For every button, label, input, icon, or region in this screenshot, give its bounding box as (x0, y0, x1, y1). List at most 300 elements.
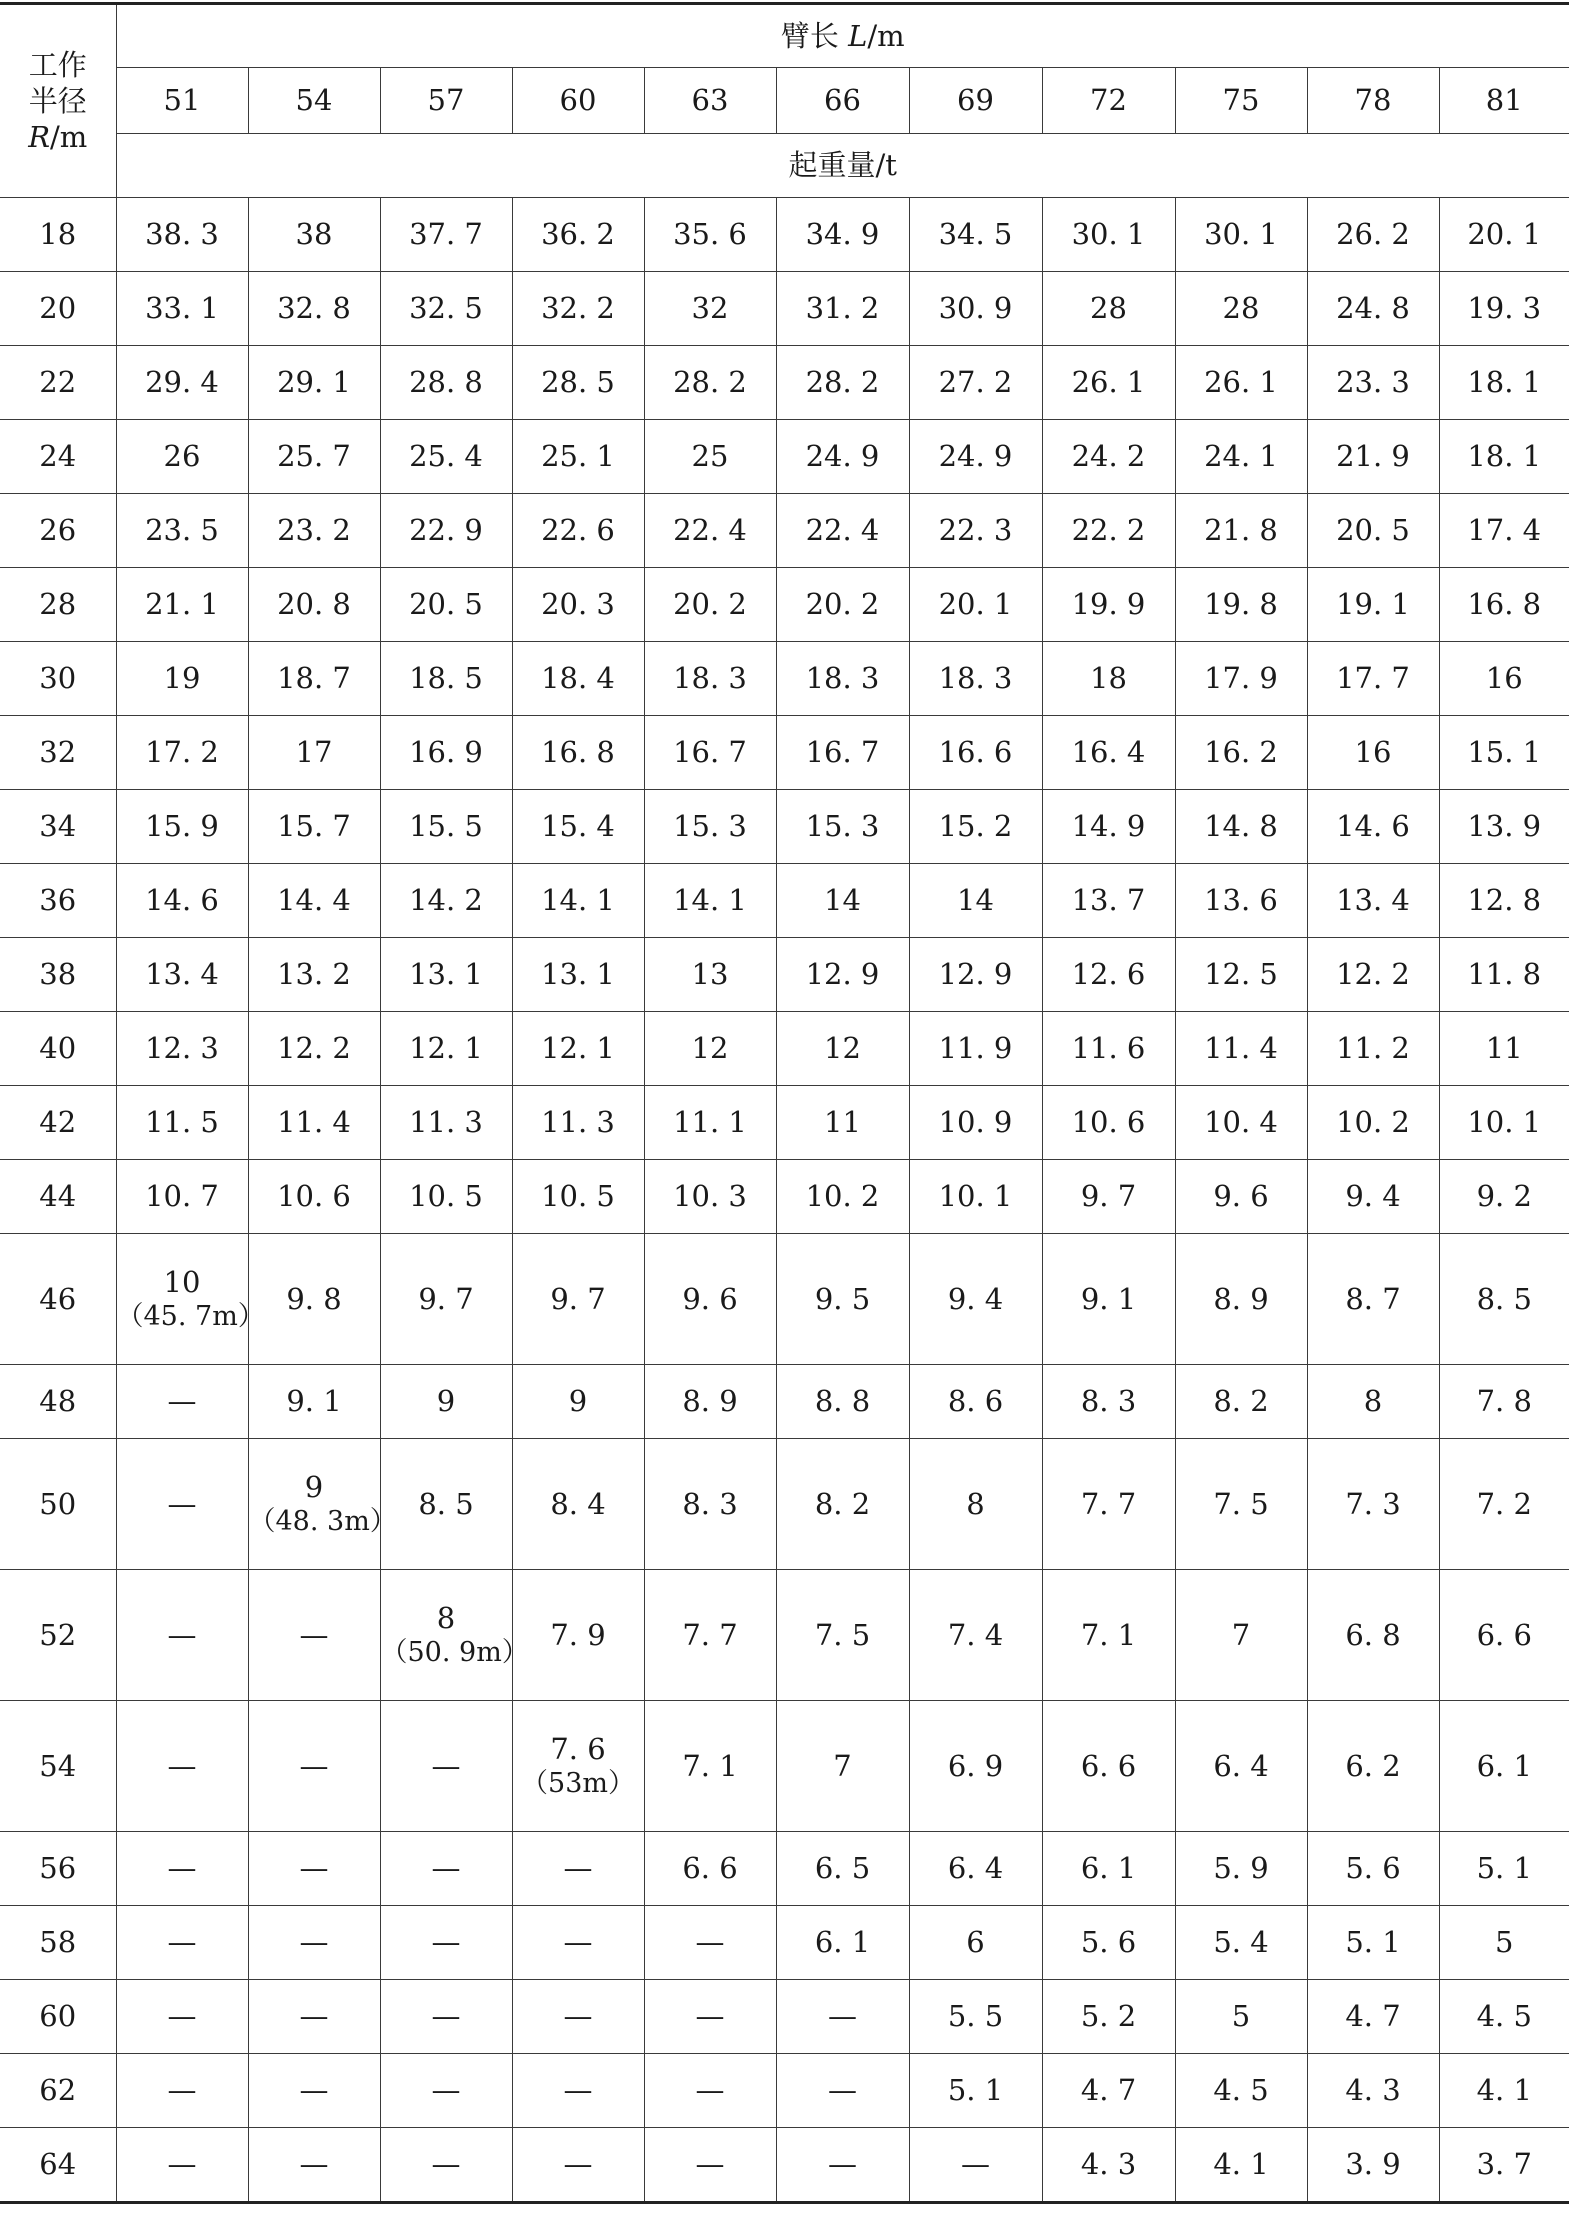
table-row (0, 1980, 1569, 2054)
capacity-cell: 9. 6 (1175, 1160, 1307, 1234)
working-radius-cell: 38 (0, 938, 116, 1012)
capacity-cell: 9. 7 (1042, 1160, 1175, 1234)
capacity-cell: 17. 4 (1439, 494, 1569, 568)
capacity-cell: 19. 3 (1439, 272, 1569, 346)
capacity-cell: 14. 1 (644, 864, 776, 938)
table-row (0, 938, 1569, 1012)
capacity-cell: 10. 5 (380, 1160, 512, 1234)
capacity-cell: 7. 1 (644, 1701, 776, 1832)
working-radius-cell: 54 (0, 1701, 116, 1832)
capacity-cell: 8. 9 (1175, 1234, 1307, 1365)
capacity-cell: 15. 9 (116, 790, 248, 864)
capacity-cell: 12. 9 (776, 938, 909, 1012)
capacity-cell: 14 (776, 864, 909, 938)
boom-length-column-header: 81 (1439, 68, 1569, 134)
capacity-cell: 8. 4 (512, 1439, 644, 1570)
max-radius-note: （53m） (521, 1768, 635, 1800)
capacity-cell: 7. 7 (644, 1570, 776, 1701)
capacity-cell: 35. 6 (644, 198, 776, 272)
working-radius-cell: 62 (0, 2054, 116, 2128)
working-radius-cell: 22 (0, 346, 116, 420)
capacity-cell: 5. 6 (1042, 1906, 1175, 1980)
boom-length-column-header: 57 (380, 68, 512, 134)
capacity-cell: — (116, 2128, 248, 2203)
capacity-cell: 16 (1439, 642, 1569, 716)
capacity-cell: 30. 1 (1175, 198, 1307, 272)
capacity-cell: — (644, 1980, 776, 2054)
capacity-cell: — (116, 1570, 248, 1701)
capacity-cell: 13. 4 (116, 938, 248, 1012)
stub-symbol: R (28, 120, 51, 155)
table-row (0, 420, 1569, 494)
table-row (0, 346, 1569, 420)
capacity-cell: 5. 1 (1439, 1832, 1569, 1906)
capacity-cell: — (116, 1439, 248, 1570)
capacity-cell: 22. 2 (1042, 494, 1175, 568)
capacity-cell: 5. 2 (1042, 1980, 1175, 2054)
capacity-cell: 29. 4 (116, 346, 248, 420)
capacity-cell: 13 (644, 938, 776, 1012)
capacity-cell: 22. 6 (512, 494, 644, 568)
capacity-cell: — (512, 2128, 644, 2203)
capacity-cell: 4. 5 (1439, 1980, 1569, 2054)
capacity-cell: 7 (1175, 1570, 1307, 1701)
capacity-cell: 4. 1 (1175, 2128, 1307, 2203)
capacity-cell: 34. 9 (776, 198, 909, 272)
capacity-cell: 18. 5 (380, 642, 512, 716)
capacity-cell: 28. 8 (380, 346, 512, 420)
capacity-cell: — (776, 1980, 909, 2054)
capacity-cell: 17. 9 (1175, 642, 1307, 716)
capacity-cell: 8. 8 (776, 1365, 909, 1439)
capacity-cell: 12. 1 (380, 1012, 512, 1086)
capacity-cell: 15. 3 (644, 790, 776, 864)
capacity-cell: 6. 1 (776, 1906, 909, 1980)
capacity-cell: 16. 7 (644, 716, 776, 790)
capacity-cell: — (116, 1980, 248, 2054)
table-body (0, 198, 1569, 2203)
stub-line-1: 工作 (28, 47, 87, 82)
capacity-cell: 32. 8 (248, 272, 380, 346)
capacity-cell: 8 (909, 1439, 1042, 1570)
capacity-cell: 13. 2 (248, 938, 380, 1012)
capacity-cell: 17. 7 (1307, 642, 1439, 716)
capacity-cell: 8 (1307, 1365, 1439, 1439)
working-radius-cell: 56 (0, 1832, 116, 1906)
working-radius-cell: 30 (0, 642, 116, 716)
capacity-cell: — (116, 1701, 248, 1832)
capacity-cell: 4. 3 (1307, 2054, 1439, 2128)
capacity-cell: 9. 8 (248, 1234, 380, 1365)
table-row (0, 1701, 1569, 1832)
capacity-cell: 18. 1 (1439, 346, 1569, 420)
capacity-cell: 15. 5 (380, 790, 512, 864)
capacity-cell: 20. 2 (776, 568, 909, 642)
capacity-cell: 18. 1 (1439, 420, 1569, 494)
capacity-cell: 31. 2 (776, 272, 909, 346)
working-radius-cell: 60 (0, 1980, 116, 2054)
capacity-cell: 21. 1 (116, 568, 248, 642)
capacity-cell: — (248, 1570, 380, 1701)
working-radius-cell: 44 (0, 1160, 116, 1234)
capacity-cell: 28. 5 (512, 346, 644, 420)
boom-length-values-row (0, 68, 1569, 134)
capacity-cell: 6. 9 (909, 1701, 1042, 1832)
capacity-cell: 20. 8 (248, 568, 380, 642)
capacity-cell: 19. 1 (1307, 568, 1439, 642)
capacity-cell: 21. 9 (1307, 420, 1439, 494)
capacity-cell: 20. 5 (380, 568, 512, 642)
working-radius-cell: 32 (0, 716, 116, 790)
capacity-cell: 9 (512, 1365, 644, 1439)
capacity-cell: 34. 5 (909, 198, 1042, 272)
capacity-cell: 25. 7 (248, 420, 380, 494)
capacity-cell: 9. 7 (380, 1234, 512, 1365)
capacity-cell: 16. 2 (1175, 716, 1307, 790)
capacity-cell: — (512, 1980, 644, 2054)
capacity-cell: 11. 8 (1439, 938, 1569, 1012)
capacity-cell: 13. 1 (512, 938, 644, 1012)
capacity-cell: 36. 2 (512, 198, 644, 272)
working-radius-cell: 24 (0, 420, 116, 494)
capacity-cell: 20. 2 (644, 568, 776, 642)
capacity-cell: 22. 4 (644, 494, 776, 568)
capacity-cell: — (248, 1701, 380, 1832)
capacity-cell: 32 (644, 272, 776, 346)
capacity-cell: 8. 3 (644, 1439, 776, 1570)
capacity-cell: 20. 3 (512, 568, 644, 642)
capacity-cell: 18 (1042, 642, 1175, 716)
capacity-cell: 28 (1042, 272, 1175, 346)
capacity-cell: 11. 3 (380, 1086, 512, 1160)
capacity-cell: 24. 8 (1307, 272, 1439, 346)
capacity-cell: 5 (1439, 1906, 1569, 1980)
capacity-cell: 11 (1439, 1012, 1569, 1086)
capacity-cell: 19 (116, 642, 248, 716)
boom-length-column-header: 63 (644, 68, 776, 134)
capacity-cell: 9. 5 (776, 1234, 909, 1365)
capacity-cell: 4. 3 (1042, 2128, 1175, 2203)
capacity-cell: 13. 9 (1439, 790, 1569, 864)
capacity-cell: 5. 4 (1175, 1906, 1307, 1980)
capacity-cell: 12. 1 (512, 1012, 644, 1086)
capacity-cell: 20. 5 (1307, 494, 1439, 568)
capacity-cell: — (380, 2054, 512, 2128)
capacity-cell: 13. 1 (380, 938, 512, 1012)
capacity-cell: 10. 2 (776, 1160, 909, 1234)
boom-length-column-header: 69 (909, 68, 1042, 134)
table-row (0, 716, 1569, 790)
capacity-cell: 16 (1307, 716, 1439, 790)
table-row (0, 1234, 1569, 1365)
capacity-cell: — (248, 2128, 380, 2203)
capacity-cell: 22. 9 (380, 494, 512, 568)
capacity-cell: 9. 7 (512, 1234, 644, 1365)
table-row (0, 790, 1569, 864)
capacity-cell: 8. 9 (644, 1365, 776, 1439)
capacity-cell: — (644, 1906, 776, 1980)
capacity-cell: 22. 3 (909, 494, 1042, 568)
capacity-cell: — (116, 1906, 248, 1980)
capacity-cell: 7. 4 (909, 1570, 1042, 1701)
capacity-cell: 14. 8 (1175, 790, 1307, 864)
working-radius-cell: 40 (0, 1012, 116, 1086)
working-radius-cell: 26 (0, 494, 116, 568)
capacity-cell: 15. 2 (909, 790, 1042, 864)
capacity-cell: — (512, 2054, 644, 2128)
capacity-cell: 18. 4 (512, 642, 644, 716)
capacity-cell: 4. 1 (1439, 2054, 1569, 2128)
capacity-cell: 6 (909, 1906, 1042, 1980)
capacity-cell: 5. 5 (909, 1980, 1042, 2054)
capacity-cell: 10. 6 (248, 1160, 380, 1234)
capacity-cell: 17 (248, 716, 380, 790)
capacity-cell: 12. 2 (1307, 938, 1439, 1012)
capacity-cell: 13. 4 (1307, 864, 1439, 938)
capacity-cell: 38 (248, 198, 380, 272)
boom-length-label: 臂长 (780, 18, 849, 53)
capacity-cell: 12. 9 (909, 938, 1042, 1012)
capacity-cell: 16. 8 (512, 716, 644, 790)
capacity-cell: 13. 7 (1042, 864, 1175, 938)
capacity-cell: 37. 7 (380, 198, 512, 272)
stub-unit: /m (50, 120, 88, 155)
capacity-cell: 6. 1 (1042, 1832, 1175, 1906)
capacity-cell (512, 1701, 644, 1832)
capacity-cell: 25. 1 (512, 420, 644, 494)
capacity-cell: — (380, 1701, 512, 1832)
capacity-cell: 30. 1 (1042, 198, 1175, 272)
capacity-cell: 12. 5 (1175, 938, 1307, 1012)
capacity-cell: 14 (909, 864, 1042, 938)
capacity-cell: 32. 2 (512, 272, 644, 346)
working-radius-cell: 28 (0, 568, 116, 642)
capacity-cell: 9. 1 (1042, 1234, 1175, 1365)
capacity-cell: 10. 5 (512, 1160, 644, 1234)
capacity-cell: 7. 9 (512, 1570, 644, 1701)
working-radius-cell: 42 (0, 1086, 116, 1160)
capacity-cell: 7. 2 (1439, 1439, 1569, 1570)
capacity-cell (116, 1234, 265, 1365)
capacity-cell: 7. 5 (776, 1570, 909, 1701)
table-row (0, 1086, 1569, 1160)
capacity-cell: 14. 9 (1042, 790, 1175, 864)
working-radius-cell: 48 (0, 1365, 116, 1439)
boom-length-column-header: 78 (1307, 68, 1439, 134)
capacity-value: 9 (304, 1470, 324, 1504)
capacity-cell: 8. 2 (1175, 1365, 1307, 1439)
capacity-cell: 14. 6 (1307, 790, 1439, 864)
table-row (0, 1012, 1569, 1086)
capacity-cell: 14. 2 (380, 864, 512, 938)
capacity-cell (248, 1439, 397, 1570)
boom-length-column-header: 60 (512, 68, 644, 134)
capacity-cell: 4. 5 (1175, 2054, 1307, 2128)
table-row (0, 494, 1569, 568)
table-row (0, 1365, 1569, 1439)
capacity-cell: 12. 3 (116, 1012, 248, 1086)
capacity-cell: 8. 7 (1307, 1234, 1439, 1365)
capacity-cell: 12. 2 (248, 1012, 380, 1086)
capacity-cell: — (644, 2054, 776, 2128)
capacity-cell: 6. 6 (1042, 1701, 1175, 1832)
capacity-cell: 24. 9 (776, 420, 909, 494)
capacity-cell: 10. 4 (1175, 1086, 1307, 1160)
capacity-cell: 9. 1 (248, 1365, 380, 1439)
capacity-cell: 26. 1 (1175, 346, 1307, 420)
working-radius-cell: 52 (0, 1570, 116, 1701)
capacity-cell: 16. 6 (909, 716, 1042, 790)
capacity-cell: — (380, 1832, 512, 1906)
capacity-cell: — (380, 1906, 512, 1980)
capacity-cell: 12. 6 (1042, 938, 1175, 1012)
capacity-cell: 9. 4 (1307, 1160, 1439, 1234)
working-radius-cell: 20 (0, 272, 116, 346)
max-radius-note: （48. 3m） (248, 1506, 397, 1538)
capacity-cell: 11. 5 (116, 1086, 248, 1160)
capacity-cell: 16. 9 (380, 716, 512, 790)
boom-length-header (116, 4, 1569, 68)
capacity-cell: — (248, 1906, 380, 1980)
working-radius-cell: 36 (0, 864, 116, 938)
boom-length-unit: /m (867, 18, 905, 53)
capacity-cell: 7. 8 (1439, 1365, 1569, 1439)
capacity-cell: — (512, 1906, 644, 1980)
capacity-cell: 10. 1 (1439, 1086, 1569, 1160)
capacity-cell: 10. 6 (1042, 1086, 1175, 1160)
capacity-cell: 11. 3 (512, 1086, 644, 1160)
capacity-cell: 22. 4 (776, 494, 909, 568)
capacity-cell: 11. 4 (1175, 1012, 1307, 1086)
stub-line-2: 半径 (28, 83, 87, 118)
capacity-cell: 12 (644, 1012, 776, 1086)
capacity-cell: 8. 2 (776, 1439, 909, 1570)
capacity-cell: 28. 2 (776, 346, 909, 420)
capacity-cell: 38. 3 (116, 198, 248, 272)
working-radius-cell: 64 (0, 2128, 116, 2203)
capacity-cell: 7. 7 (1042, 1439, 1175, 1570)
boom-length-column-header: 54 (248, 68, 380, 134)
capacity-cell: — (644, 2128, 776, 2203)
boom-length-column-header: 51 (116, 68, 248, 134)
capacity-cell: 7 (776, 1701, 909, 1832)
table-row (0, 1570, 1569, 1701)
capacity-cell: 6. 8 (1307, 1570, 1439, 1701)
capacity-cell: 6. 4 (909, 1832, 1042, 1906)
capacity-cell: 6. 5 (776, 1832, 909, 1906)
table-row (0, 1906, 1569, 1980)
capacity-cell: 3. 9 (1307, 2128, 1439, 2203)
capacity-cell: 23. 3 (1307, 346, 1439, 420)
capacity-cell: — (248, 2054, 380, 2128)
capacity-cell: 15. 1 (1439, 716, 1569, 790)
working-radius-cell: 34 (0, 790, 116, 864)
capacity-cell: — (776, 2128, 909, 2203)
capacity-cell: 16. 8 (1439, 568, 1569, 642)
capacity-cell: 18. 3 (776, 642, 909, 716)
capacity-cell: 25 (644, 420, 776, 494)
capacity-cell: 26 (116, 420, 248, 494)
table-row (0, 1832, 1569, 1906)
capacity-cell: 14. 1 (512, 864, 644, 938)
capacity-cell: 8. 3 (1042, 1365, 1175, 1439)
capacity-cell: 9. 2 (1439, 1160, 1569, 1234)
boom-length-symbol: L (848, 18, 868, 53)
capacity-cell: 9 (380, 1365, 512, 1439)
table-row (0, 1439, 1569, 1570)
capacity-cell: 10. 3 (644, 1160, 776, 1234)
capacity-cell: — (116, 1365, 248, 1439)
capacity-cell: — (909, 2128, 1042, 2203)
boom-length-column-header: 66 (776, 68, 909, 134)
working-radius-cell: 46 (0, 1234, 116, 1365)
capacity-cell: 9. 4 (909, 1234, 1042, 1365)
capacity-cell: 12 (776, 1012, 909, 1086)
capacity-cell: — (380, 2128, 512, 2203)
capacity-cell: 18. 3 (644, 642, 776, 716)
capacity-cell: 27. 2 (909, 346, 1042, 420)
radius-stub-header (0, 4, 116, 198)
capacity-cell: 12. 8 (1439, 864, 1569, 938)
capacity-cell: 29. 1 (248, 346, 380, 420)
table-row (0, 642, 1569, 716)
capacity-cell: 10. 9 (909, 1086, 1042, 1160)
capacity-cell: 15. 4 (512, 790, 644, 864)
capacity-cell: 11. 4 (248, 1086, 380, 1160)
capacity-cell: 6. 4 (1175, 1701, 1307, 1832)
table-header (0, 4, 1569, 198)
capacity-cell: 13. 6 (1175, 864, 1307, 938)
capacity-cell (380, 1570, 529, 1701)
capacity-cell: — (248, 1980, 380, 2054)
capacity-cell: 5. 6 (1307, 1832, 1439, 1906)
capacity-cell: 6. 2 (1307, 1701, 1439, 1832)
capacity-cell: 19. 9 (1042, 568, 1175, 642)
capacity-cell: 10. 1 (909, 1160, 1042, 1234)
capacity-cell: 11. 9 (909, 1012, 1042, 1086)
capacity-cell: 21. 8 (1175, 494, 1307, 568)
capacity-cell: 4. 7 (1042, 2054, 1175, 2128)
capacity-cell: 16. 7 (776, 716, 909, 790)
capacity-cell: 6. 6 (644, 1832, 776, 1906)
capacity-cell: 4. 7 (1307, 1980, 1439, 2054)
capacity-cell: 18. 7 (248, 642, 380, 716)
capacity-cell: 8. 6 (909, 1365, 1042, 1439)
capacity-cell: 23. 5 (116, 494, 248, 568)
capacity-cell: 10. 7 (116, 1160, 248, 1234)
capacity-cell: — (116, 1832, 248, 1906)
capacity-cell: 30. 9 (909, 272, 1042, 346)
capacity-cell: 15. 7 (248, 790, 380, 864)
crane-load-table (0, 2, 1569, 2204)
table-row (0, 272, 1569, 346)
capacity-cell: 6. 6 (1439, 1570, 1569, 1701)
max-radius-note: （50. 9m） (380, 1637, 529, 1669)
stub-line-3 (0, 119, 116, 155)
capacity-cell: 19. 8 (1175, 568, 1307, 642)
capacity-value: 8 (436, 1601, 456, 1635)
working-radius-cell: 18 (0, 198, 116, 272)
capacity-cell: — (248, 1832, 380, 1906)
boom-length-column-header: 72 (1042, 68, 1175, 134)
capacity-cell: 3. 7 (1439, 2128, 1569, 2203)
max-radius-note: （45. 7m） (116, 1301, 265, 1333)
capacity-cell: 15. 3 (776, 790, 909, 864)
capacity-cell: 6. 1 (1439, 1701, 1569, 1832)
capacity-cell: — (380, 1980, 512, 2054)
table-row (0, 864, 1569, 938)
capacity-value: 7. 6 (550, 1732, 606, 1766)
